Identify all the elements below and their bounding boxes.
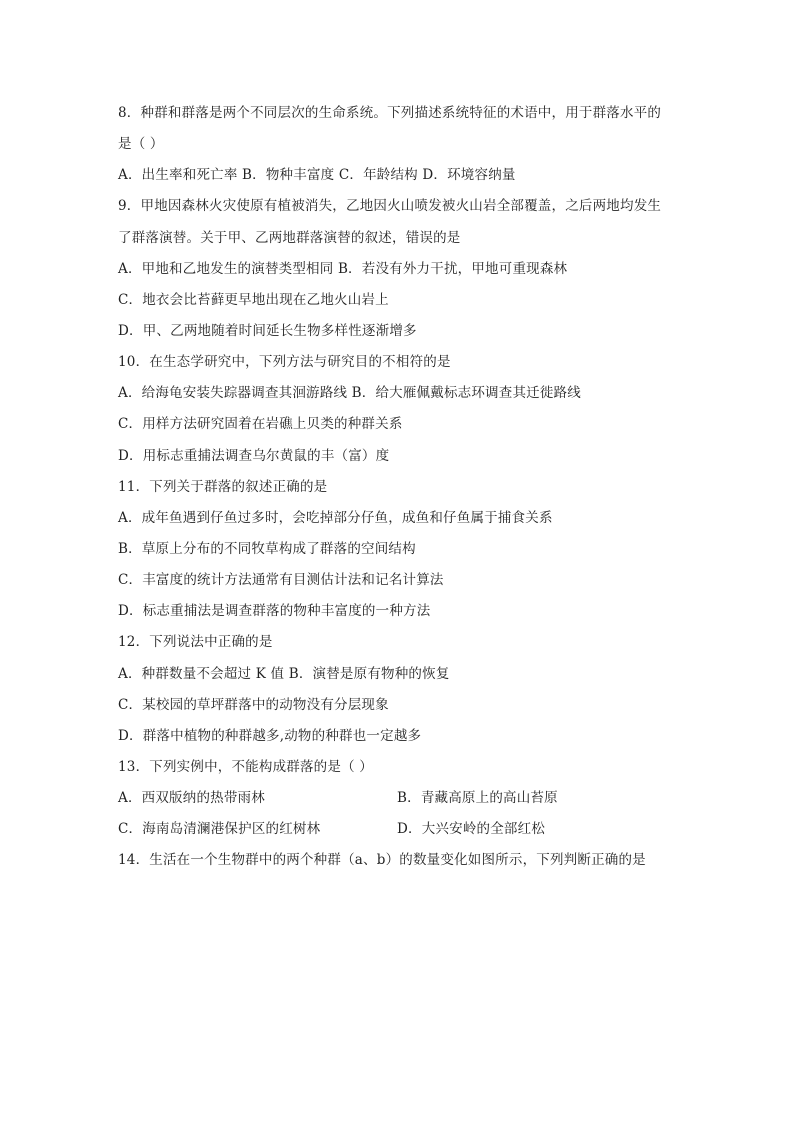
q10-option-c: C．用样方法研究固着在岩礁上贝类的种群关系 [118,416,403,432]
q9-option-d: D．甲、乙两地随着时间延长生物多样性逐渐增多 [118,323,417,339]
q14-stem: 14．生活在一个生物群中的两个种群（a、b）的数量变化如图所示，下列判断正确的是 [118,852,646,868]
q12-option-c: C．某校园的草坪群落中的动物没有分层现象 [118,697,389,713]
q13-option-row2 [118,819,320,839]
q9-option-ab: A．甲地和乙地发生的演替类型相同 B．若没有外力干扰，甲地可重现森林 [118,261,568,277]
q8-stem-line1: 8．种群和群落是两个不同层次的生命系统。下列描述系统特征的术语中，用于群落水平的 [118,105,662,121]
q8-stem-line2: 是（ ） [118,136,164,152]
q13-stem: 13．下列实例中，不能构成群落的是（ ） [118,759,373,775]
q11-option-a: A．成年鱼遇到仔鱼过多时，会吃掉部分仔鱼，成鱼和仔鱼属于捕食关系 [118,510,553,526]
q13-option-b: B．青藏高原上的高山苔原 [397,790,558,806]
q13-option-d: D．大兴安岭的全部红松 [397,821,546,837]
q12-option-ab: A．种群数量不会超过 K 值 B．演替是原有物种的恢复 [118,666,450,682]
q9-option-c: C．地衣会比苔藓更早地出现在乙地火山岩上 [118,292,389,308]
q13-option-c: C．海南岛清澜港保护区的红树林 [118,821,321,837]
q10-option-ab: A．给海龟安装失踪器调查其洄游路线 B．给大雁佩戴标志环调查其迁徙路线 [118,385,581,401]
q13-option-row1 [118,788,265,808]
q10-option-d: D．用标志重捕法调查乌尔黄鼠的丰（富）度 [118,448,390,464]
q11-option-d: D．标志重捕法是调查群落的物种丰富度的一种方法 [118,603,431,619]
q9-stem-line2: 了群落演替。关于甲、乙两地群落演替的叙述，错误的是 [118,230,461,246]
q10-stem: 10．在生态学研究中，下列方法与研究目的不相符的是 [118,354,451,370]
q11-stem: 11．下列关于群落的叙述正确的是 [118,479,328,495]
q11-option-b: B．草原上分布的不同牧草构成了群落的空间结构 [118,541,416,557]
q8-options: A．出生率和死亡率 B．物种丰富度 C．年龄结构 D．环境容纳量 [118,167,516,183]
q11-option-c: C．丰富度的统计方法通常有目测估计法和记名计算法 [118,572,444,588]
q12-option-d: D．群落中植物的种群越多,动物的种群也一定越多 [118,728,422,744]
q13-option-a: A．西双版纳的热带雨林 [118,790,265,806]
q9-stem-line1: 9．甲地因森林火灾使原有植被消失，乙地因火山喷发被火山岩全部覆盖，之后两地均发生 [118,198,662,214]
q12-stem: 12．下列说法中正确的是 [118,634,273,650]
